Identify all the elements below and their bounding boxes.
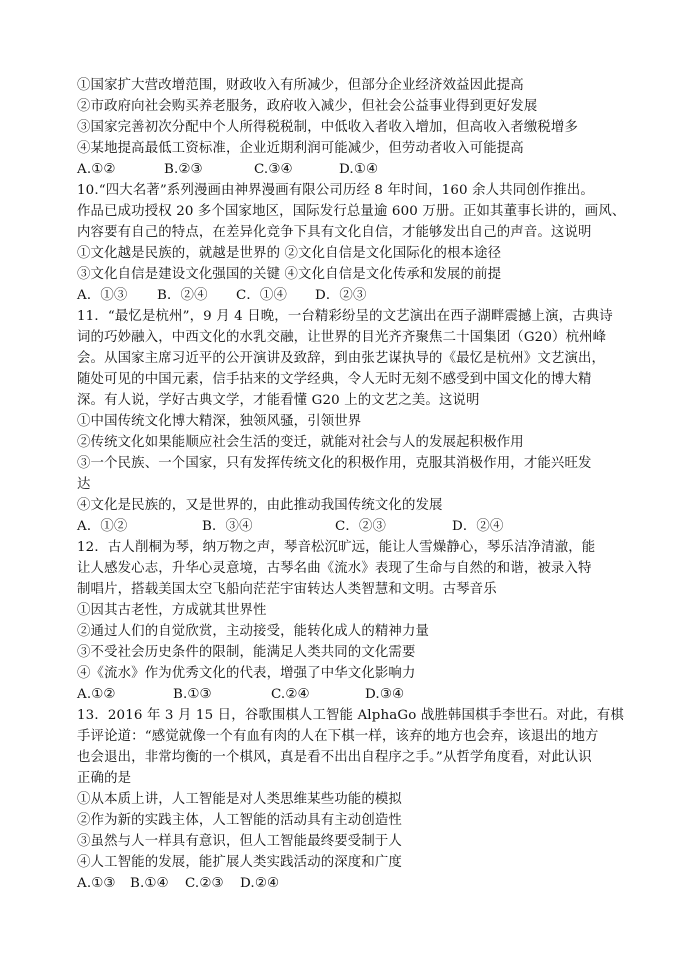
q11-choice-c: C．②③ (335, 519, 387, 534)
q11-statement-1: ①中国传统文化博大精深，独领风骚，引领世界 (77, 414, 362, 429)
q12-choice-c: C.②④ (271, 687, 310, 702)
q11-statement-4: ④文化是民族的，又是世界的，由此推动我国传统文化的发展 (77, 498, 443, 513)
q13-stem-line-1: 13．2016 年 3 月 15 日，谷歌围棋人工智能 AlphaGo 战胜韩国棋手李世石。对此，有棋 (77, 708, 624, 723)
q12-choice-d: D.③④ (365, 687, 405, 702)
q13-statement-4: ④人工智能的发展，能扩展人类实践活动的深度和广度 (77, 855, 402, 870)
q13-choice-d: D.②④ (240, 876, 280, 891)
q12-statement-4: ④《流水》作为优秀文化的代表，增强了中华文化影响力 (77, 666, 416, 681)
q11-stem-line-2: 词的巧妙融入，中西文化的水乳交融，让世界的目光齐齐聚焦二十国集团（G20）杭州峰 (77, 330, 607, 345)
q13-choices (77, 874, 660, 894)
q12-choice-a: A.①② (77, 687, 116, 702)
q9-choice-a: A.①② (77, 162, 116, 177)
q9-choices (77, 160, 660, 180)
q11-stem-line-5: 深。有人说，学好古典文学，才能看懂 G20 上的文艺之美。这说明 (77, 393, 480, 408)
q10-choices (77, 286, 660, 306)
q12-stem-line-3: 制唱片，搭载美国太空飞船向茫茫宇宙转达人类智慧和文明。古琴音乐 (77, 582, 497, 597)
q9-option-2: ②市政府向社会购买养老服务，政府收入减少，但社会公益事业得到更好发展 (77, 99, 538, 114)
q11-choice-d: D．②④ (452, 519, 504, 534)
q10-statements-1-2: ①文化越是民族的，就越是世界的 ②文化自信是文化国际化的根本途径 (77, 246, 502, 261)
q13-choice-c: C.②③ (185, 876, 224, 891)
q11-statement-2: ②传统文化如果能顺应社会生活的变迁，就能对社会与人的发展起积极作用 (77, 435, 524, 450)
q13-choice-a: A.①③ (77, 876, 116, 891)
q12-statement-1: ①因其古老性，方成就其世界性 (77, 603, 267, 618)
q13-statement-2: ②作为新的实践主体，人工智能的活动具有主动创造性 (77, 813, 402, 828)
q11-statement-3: ③一个民族、一个国家，只有发挥传统文化的积极作用，克服其消极作用，才能兴旺发 (77, 456, 592, 471)
q12-choice-b: B.①③ (173, 687, 212, 702)
q13-statement-3: ③虽然与人一样具有意识，但人工智能最终要受制于人 (77, 834, 402, 849)
q10-stem-line-3: 内容要有自己的特点，在差异化竞争下具有文化自信，才能够发出自己的声音。这说明 (77, 225, 592, 240)
q9-choice-b: B.②③ (164, 162, 203, 177)
q11-stem-line-3: 会。从国家主席习近平的公开演讲及致辞，到由张艺谋执导的《最忆是杭州》文艺演出， (77, 351, 606, 366)
q11-choice-a: A．①② (77, 519, 128, 534)
q12-choices (77, 685, 660, 705)
q11-stem-line-4: 随处可见的中国元素，信手拈来的文学经典，令人无时无刻不感受到中国文化的博大精 (77, 372, 592, 387)
q12-stem-line-2: 让人感发心志，升华心灵意境，古琴名曲《流水》表现了生命与自然的和谐，被录入特 (77, 561, 592, 576)
q10-choice-b: B．②④ (157, 288, 208, 303)
q11-stem-line-1: 11．“最忆是杭州”，9 月 4 日晚，一台精彩纷呈的文艺演出在西子湖畔震撼上演，古典诗 (77, 309, 613, 324)
q13-stem-line-2: 手评论道：“感觉就像一个有血有肉的人在下棋一样，该弃的地方也会弃，该退出的地方 (77, 729, 599, 744)
q9-option-3: ③国家完善初次分配中个人所得税税制，中低收入者收入增加，但高收入者缴税增多 (77, 120, 579, 135)
q10-choice-a: A．①③ (77, 288, 128, 303)
q12-statement-3: ③不受社会历史条件的限制，能满足人类共同的文化需要 (77, 645, 416, 660)
q12-stem-line-1: 12．古人削桐为琴，纳万物之声，琴音松沉旷远，能让人雪燥静心，琴乐洁净清澈，能 (77, 540, 596, 555)
q13-stem-line-4: 正确的是 (77, 771, 132, 786)
q13-stem-line-3: 也会退出，非常均衡的一个棋风，真是看不出出自程序之手。”从哲学角度看，对此认识 (77, 750, 592, 765)
q12-statement-2: ②通过人们的自觉欣赏，主动接受，能转化成人的精神力量 (77, 624, 430, 639)
q10-stem-line-1: 10.“四大名著”系列漫画由神界漫画有限公司历经 8 年时间，160 余人共同创作推出。 (77, 183, 594, 198)
q9-choice-c: C.③④ (254, 162, 293, 177)
q10-choice-d: D．②③ (315, 288, 367, 303)
q10-statements-3-4: ③文化自信是建设文化强国的关键 ④文化自信是文化传承和发展的前提 (77, 267, 502, 282)
q9-option-4: ④某地提高最低工资标准，企业近期利润可能减少，但劳动者收入可能提高 (77, 141, 524, 156)
q9-choice-d: D.①④ (339, 162, 379, 177)
q13-statement-1: ①从本质上讲，人工智能是对人类思维某些功能的模拟 (77, 792, 402, 807)
q10-stem-line-2: 作品已成功授权 20 多个国家地区，国际发行总量逾 600 万册。正如其董事长讲的，画风、 (77, 204, 626, 219)
q10-choice-c: C．①④ (236, 288, 288, 303)
q11-statement-3-cont: 达 (77, 477, 91, 492)
q11-choice-b: B．③④ (202, 519, 253, 534)
q13-choice-b: B.①④ (130, 876, 169, 891)
q11-choices (77, 517, 660, 537)
q9-option-1: ①国家扩大营改增范围，财政收入有所减少，但部分企业经济效益因此提高 (77, 78, 524, 93)
